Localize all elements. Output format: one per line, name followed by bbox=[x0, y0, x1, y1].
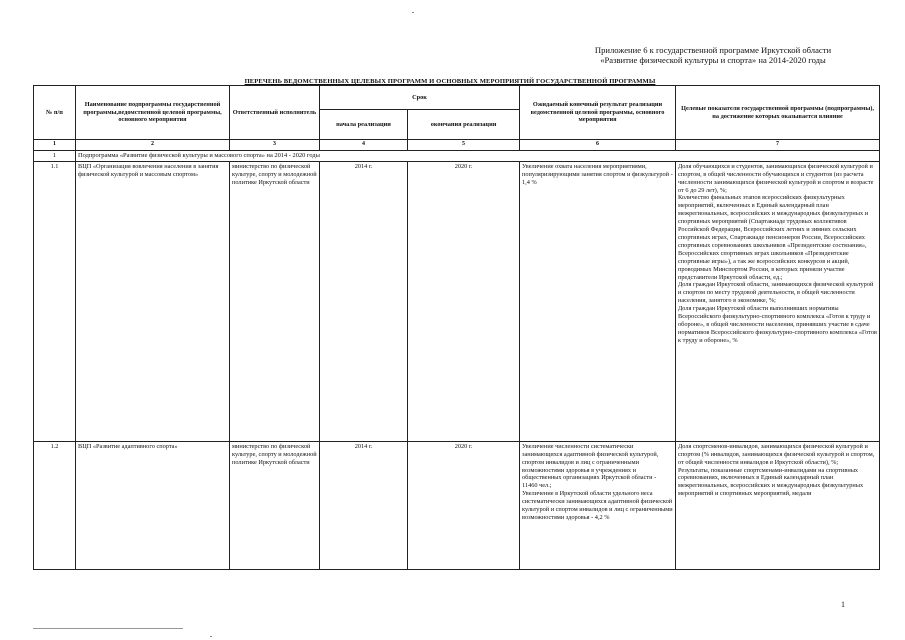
document-title: ПЕРЕЧЕНЬ ВЕДОМСТВЕННЫХ ЦЕЛЕВЫХ ПРОГРАММ И ОСНОВНЫХ МЕРОПРИЯТИЙ ГОСУДАРСТВЕННОЙ ПРОГРАММЫ bbox=[244, 78, 656, 85]
subprogram-num: 1 bbox=[34, 150, 76, 161]
row-end: 2020 г. bbox=[408, 161, 520, 441]
table-row bbox=[34, 441, 880, 569]
row-start: 2014 г. bbox=[320, 441, 408, 569]
subprogram-row bbox=[34, 150, 880, 161]
row-executor: министерство по физической культуре, спорту и молодежной политике Иркутской области bbox=[230, 161, 320, 441]
page-number: 1 bbox=[841, 600, 845, 609]
header-num: № п/п bbox=[34, 86, 76, 140]
indicator-item: Доля обучающихся и студентов, занимающихся физической культурой и спортом, в общей численности обучающихся и студентов (из расчета численности занимающихся физической культурой и спортом в возрасте от 6 до 29 лет), %; bbox=[678, 162, 874, 194]
header-name: Наименование подпрограммы государственной программы,ведомственной целевой программы, основного мероприятия bbox=[76, 86, 230, 140]
row-name: ВЦП «Развитие адаптивного спорта» bbox=[76, 441, 230, 569]
row-executor: министерство по физической культуре, спорту и молодежной политике Иркутской области bbox=[230, 441, 320, 569]
scan-edge-line bbox=[33, 628, 183, 629]
indicator-item: Количество финальных этапов всероссийских физкультурных мероприятий, включенных в Единый календарный план межрегиональных, всероссийских и международных физкультурных и спортивных мероприятий (Спартакиаде трудовых коллективов Российской Федерации, Всероссийских летних и зимних сельских спортивных играх, Спартакиаде пенсионеров России, Всероссийских спортивных соревнованиях школьников «Президентские состязания», Всероссийских спортивных играх школьников «Президентские спортивные игры»), а так же всероссийских конкурсов и акций, проводимых Минспортом России, в которых приняли участие представители Иркутской области, ед.; bbox=[678, 194, 869, 281]
column-number: 7 bbox=[676, 140, 880, 151]
row-indicators bbox=[676, 441, 880, 569]
row-num: 1.1 bbox=[34, 161, 76, 441]
row-result: Увеличение охвата населения мероприятиями, популяризирующими занятия спортом и физкультурой - 1,4 % bbox=[520, 161, 676, 441]
column-number: 5 bbox=[408, 140, 520, 151]
row-indicators bbox=[676, 161, 880, 441]
scan-speck bbox=[412, 12, 414, 13]
scan-speck bbox=[210, 636, 212, 637]
indicator-item: Доля граждан Иркутской области, занимающихся физической культурой и спортом по месту трудовой деятельности, в общей численности населения, занятого в экономике, %; bbox=[678, 281, 874, 305]
indicator-item: Доля граждан Иркутской области выполнивших нормативы Всероссийского физкультурно-спортивного комплекса «Готов к труду и обороне», в общей численности населения, принявших участие в сдаче нормативов Всероссийского физкультурно-спортивного комплекса «Готов к труду и обороне», % bbox=[678, 305, 877, 344]
header-result: Ожидаемый конечный результат реализации ведомственной целевой программы, основного мероприятия bbox=[520, 86, 676, 140]
appendix-header bbox=[553, 45, 873, 65]
indicator-item: Результаты, показанные спортсменами-инвалидами на спортивных соревнованиях, включенных в Единый календарный план межрегиональных, всероссийских и международных физкультурных мероприятий и спортивных мероприятий, медали bbox=[678, 466, 864, 498]
row-num: 1.2 bbox=[34, 441, 76, 569]
column-number: 4 bbox=[320, 140, 408, 151]
appendix-line-1: Приложение 6 к государственной программе Иркутской области bbox=[594, 45, 832, 55]
row-end: 2020 г. bbox=[408, 441, 520, 569]
result-item: Увеличение численности систематически занимающихся адаптивной физической культурой, спортом инвалидов и лиц с ограниченными возможностями здоровья в учреждениях и общественных организациях Иркутской области - 11460 чел.; bbox=[522, 442, 659, 490]
header-executor: Ответственный исполнитель bbox=[230, 86, 320, 140]
column-number: 3 bbox=[230, 140, 320, 151]
programs-table bbox=[33, 85, 880, 570]
column-number: 2 bbox=[76, 140, 230, 151]
column-numbers-row bbox=[34, 140, 880, 151]
header-indicators: Целевые показатели государственной программы (подпрограммы), на достижение которых оказывается влияние bbox=[676, 86, 880, 140]
row-start: 2014 г. bbox=[320, 161, 408, 441]
row-result bbox=[520, 441, 676, 569]
appendix-line-2: «Развитие физической культуры и спорта» на 2014-2020 годы bbox=[600, 55, 826, 65]
column-number: 6 bbox=[520, 140, 676, 151]
row-name: ВЦП «Организация вовлечения населения в занятия физической культурой и массовым спортом» bbox=[76, 161, 230, 441]
header-term: Срок bbox=[320, 86, 520, 110]
header-start: начала реализации bbox=[320, 110, 408, 140]
indicator-item: Доля спортсменов-инвалидов, занимающихся физической культурой и спортом (% инвалидов, занимающихся физической культурой и спортом, от общей численности инвалидов в Иркутской области), %; bbox=[678, 442, 875, 466]
table-row bbox=[34, 161, 880, 441]
subprogram-title: Подпрограмма «Развитие физической культуры и массового спорта» на 2014 - 2020 годы bbox=[76, 150, 880, 161]
header-end: окончания реализации bbox=[408, 110, 520, 140]
column-number: 1 bbox=[34, 140, 76, 151]
result-item: Увеличение в Иркутской области удельного веса систематически занимающихся адаптивной физической культурой и спортом инвалидов и лиц с ограниченными возможностями здоровья - 4,2 % bbox=[522, 490, 673, 521]
